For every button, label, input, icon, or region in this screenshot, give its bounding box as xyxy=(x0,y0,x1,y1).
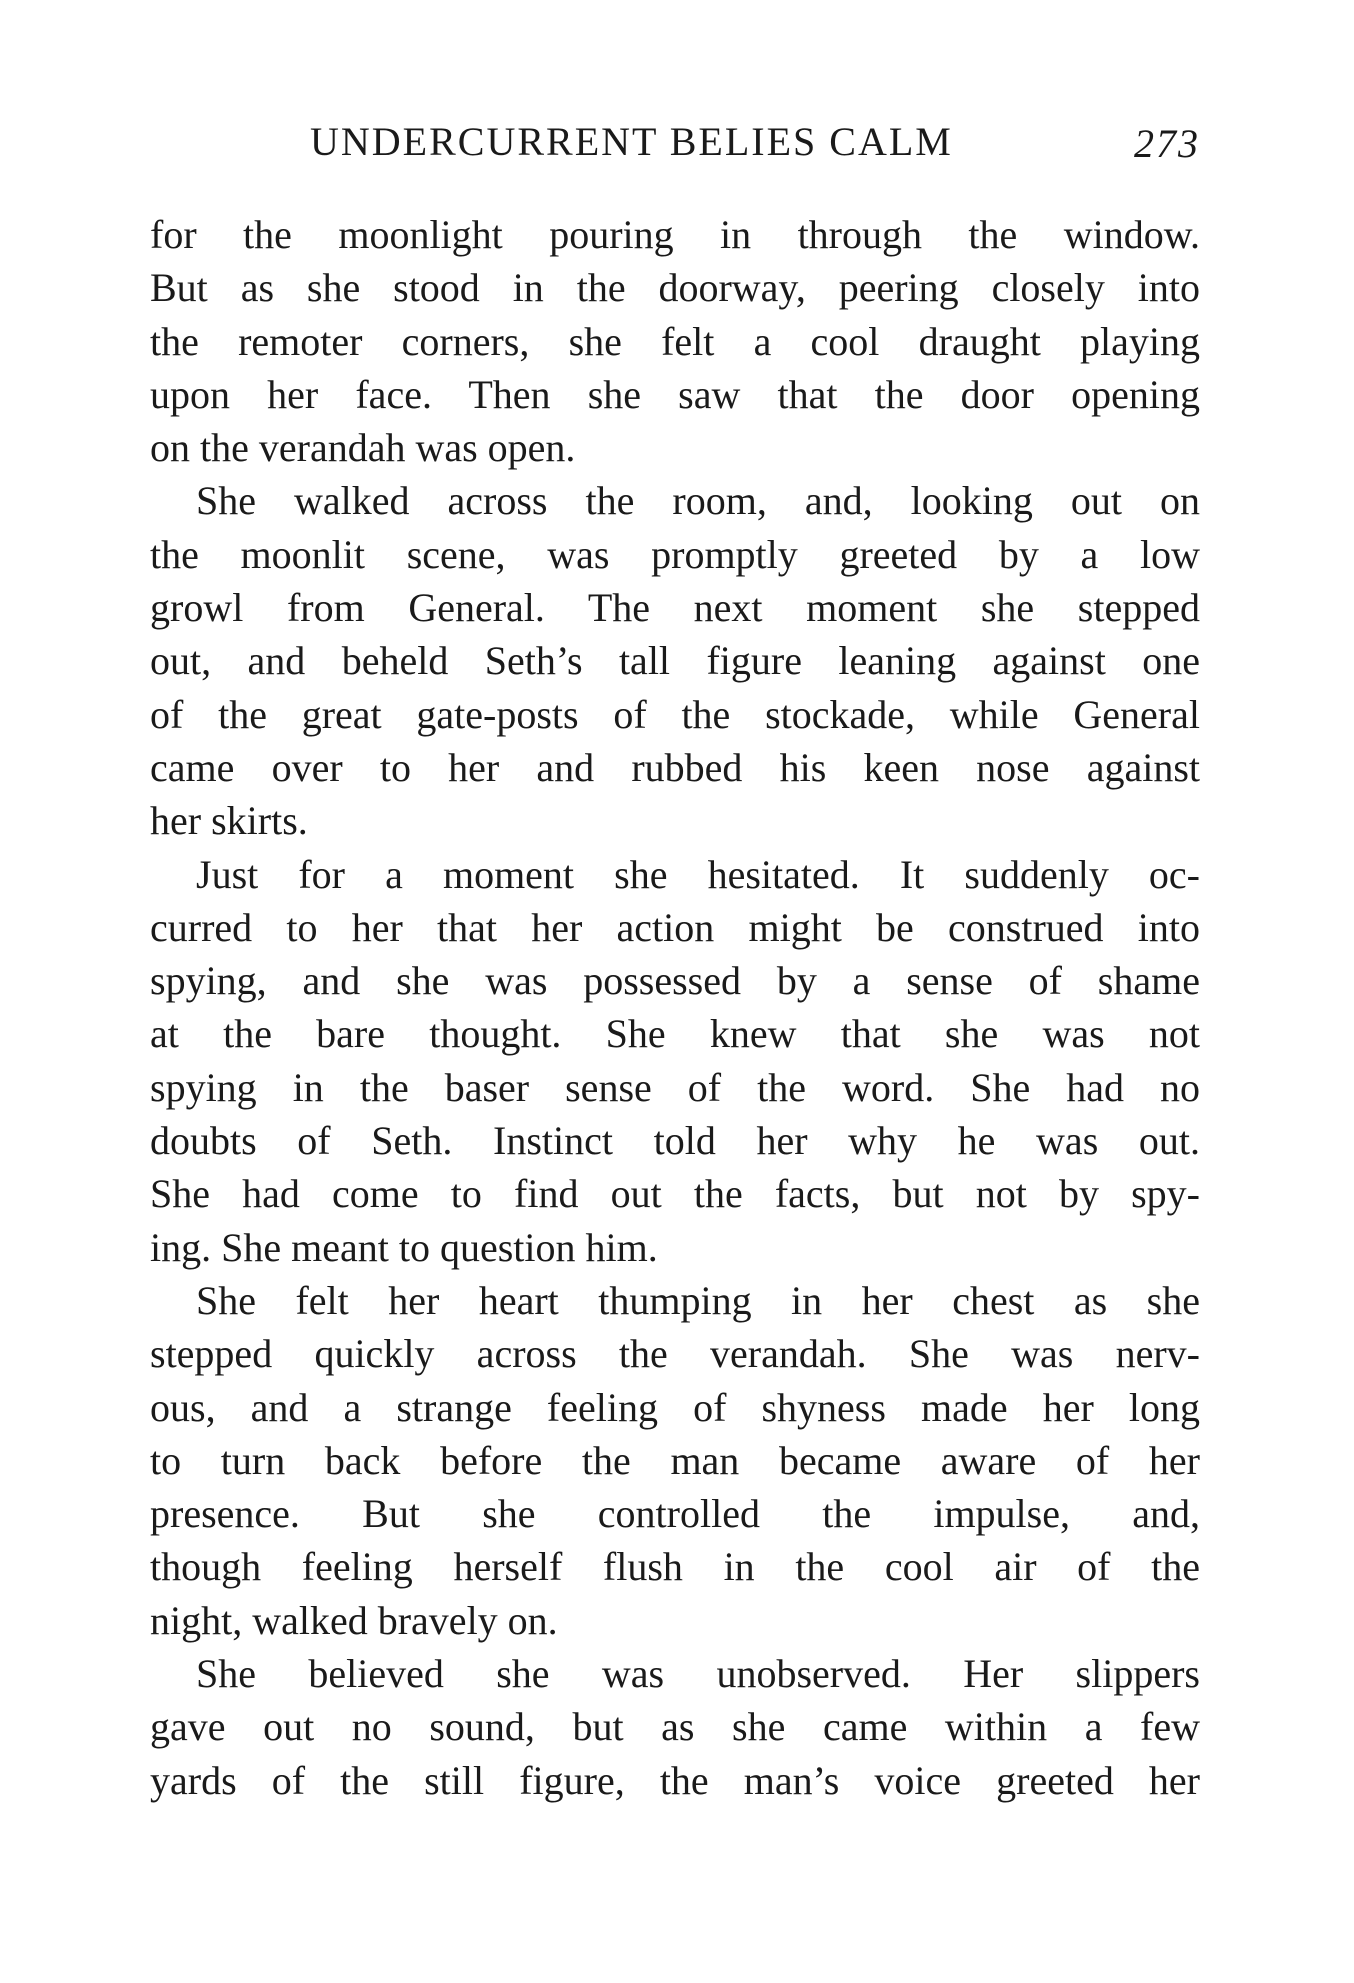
text-line: She believed she was unobserved. Her slippers xyxy=(196,1651,1200,1697)
text-line: at the bare thought. She knew that she was not xyxy=(150,1011,1200,1057)
text-line: ing. She meant to question him. xyxy=(150,1224,658,1270)
body-text xyxy=(150,208,1200,1807)
paragraph xyxy=(150,1274,1200,1647)
text-line: doubts of Seth. Instinct told her why he was out. xyxy=(150,1118,1200,1164)
text-line: night, walked bravely on. xyxy=(150,1597,558,1643)
text-line: yards of the still figure, the man’s voice greeted her xyxy=(150,1757,1200,1803)
text-line: though feeling herself flush in the cool air of the xyxy=(150,1544,1200,1590)
paragraph xyxy=(150,848,1200,1274)
paragraph xyxy=(150,1647,1200,1807)
text-line: upon her face. Then she saw that the door opening xyxy=(150,371,1200,417)
text-line: curred to her that her action might be construed into xyxy=(150,904,1200,950)
text-line: spying in the baser sense of the word. She had no xyxy=(150,1064,1200,1110)
text-line: Just for a moment she hesitated. It suddenly oc- xyxy=(196,851,1200,897)
text-line: spying, and she was possessed by a sense of shame xyxy=(150,958,1200,1004)
text-line: the remoter corners, she felt a cool draught playing xyxy=(150,318,1200,364)
text-line: on the verandah was open. xyxy=(150,425,576,471)
paragraph xyxy=(150,208,1200,474)
text-line: gave out no sound, but as she came within a few xyxy=(150,1704,1200,1750)
text-line: presence. But she controlled the impulse, and, xyxy=(150,1491,1200,1537)
text-line: stepped quickly across the verandah. She was nerv- xyxy=(150,1331,1200,1377)
text-line: her skirts. xyxy=(150,798,308,844)
text-line: out, and beheld Seth’s tall figure leaning against one xyxy=(150,638,1200,684)
page-number: 273 xyxy=(1134,121,1200,166)
text-line: She had come to find out the facts, but not by spy- xyxy=(150,1171,1200,1217)
text-line: came over to her and rubbed his keen nose against xyxy=(150,744,1200,790)
text-line: of the great gate-posts of the stockade, while General xyxy=(150,691,1200,737)
text-line: She walked across the room, and, looking out on xyxy=(196,478,1200,524)
paragraph xyxy=(150,474,1200,847)
text-line: But as she stood in the doorway, peering closely into xyxy=(150,265,1200,311)
text-line: the moonlit scene, was promptly greeted by a low xyxy=(150,531,1200,577)
text-line: growl from General. The next moment she stepped xyxy=(150,585,1200,631)
text-line: ous, and a strange feeling of shyness made her long xyxy=(150,1384,1200,1430)
running-title: UNDERCURRENT BELIES CALM xyxy=(310,119,953,164)
text-line: She felt her heart thumping in her chest as she xyxy=(196,1277,1200,1323)
text-line: to turn back before the man became aware of her xyxy=(150,1437,1200,1483)
text-line: for the moonlight pouring in through the window. xyxy=(150,212,1200,257)
running-head xyxy=(150,118,1200,178)
